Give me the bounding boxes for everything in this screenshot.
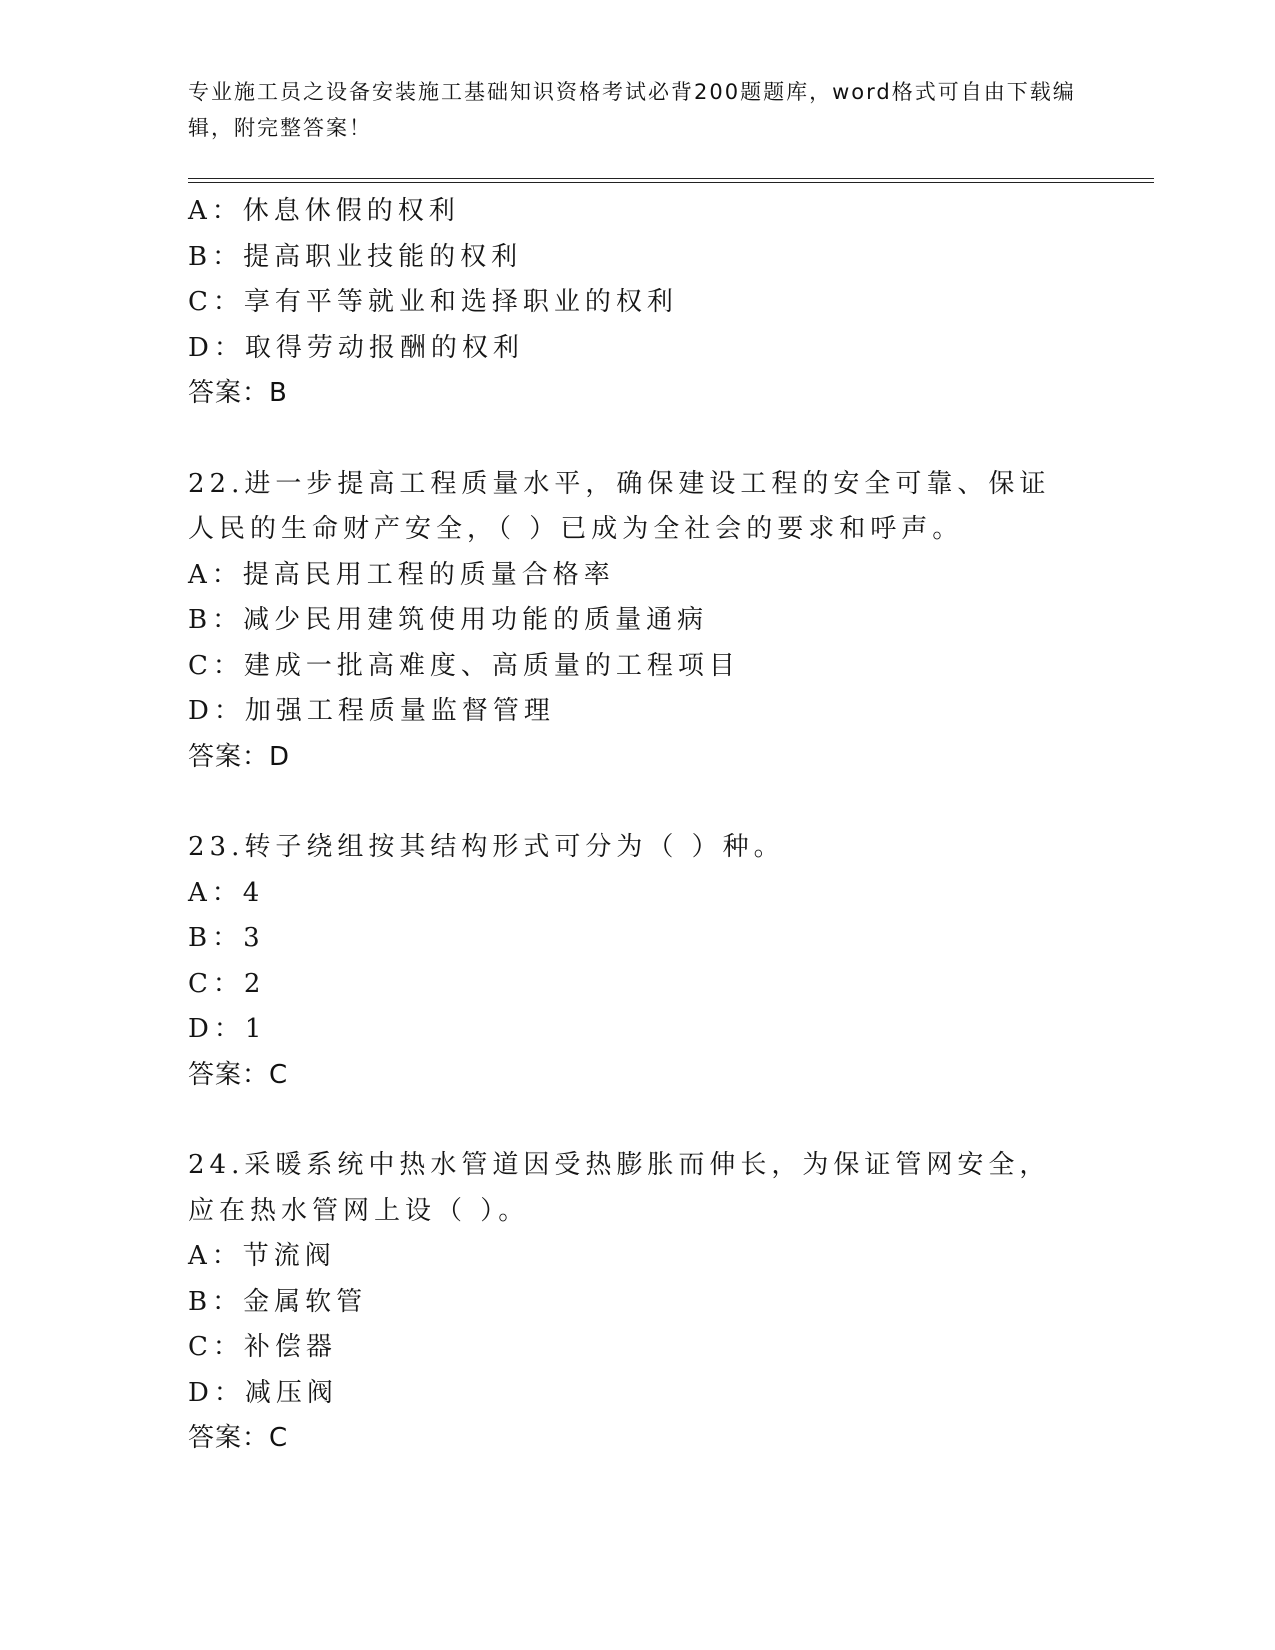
option-c: C：补偿器 <box>188 1332 337 1362</box>
option-c: C：建成一批高难度、高质量的工程项目 <box>188 650 740 681</box>
option-d: D：取得劳动报酬的权利 <box>188 332 524 363</box>
spacer <box>188 1098 1108 1143</box>
question-block-22 <box>188 462 1108 781</box>
option-c: C：享有平等就业和选择职业的权利 <box>188 287 678 317</box>
answer-line: 答案：D <box>188 741 291 772</box>
question-block-23 <box>188 825 1108 1098</box>
spacer <box>188 417 1108 462</box>
option-b: B：金属软管 <box>188 1286 368 1317</box>
spacer <box>188 780 1108 825</box>
header-rule-bottom <box>188 182 1154 183</box>
document-header: 专业施工员之设备安装施工基础知识资格考试必背200题题库，word格式可自由下载编辑，附完整答案！ <box>188 80 1076 140</box>
header-rule-top <box>188 178 1154 179</box>
option-d: D：加强工程质量监督管理 <box>188 696 555 726</box>
option-b: B：3 <box>188 923 265 953</box>
question-block-21 <box>188 189 1108 417</box>
option-c: C：2 <box>188 968 266 999</box>
question-stem: 22.进一步提高工程质量水平，确保建设工程的安全可靠、保证人民的生命财产安全，（ ）已成为全社会的要求和呼声。 <box>188 468 1051 544</box>
question-block-24 <box>188 1143 1108 1462</box>
question-list <box>188 189 1108 1462</box>
question-stem: 24.采暖系统中热水管道因受热膨胀而伸长，为保证管网安全，应在热水管网上设（ ）。 <box>188 1150 1051 1226</box>
option-d: D：1 <box>188 1014 267 1044</box>
option-a: A：休息休假的权利 <box>188 196 460 226</box>
option-b: B：提高职业技能的权利 <box>188 241 523 272</box>
question-stem: 23.转子绕组按其结构形式可分为（ ）种。 <box>188 832 785 862</box>
answer-line: 答案：C <box>188 1423 289 1453</box>
option-a: A：节流阀 <box>188 1241 336 1271</box>
option-a: A：提高民用工程的质量合格率 <box>188 559 615 590</box>
option-a: A：4 <box>188 877 265 908</box>
option-b: B：减少民用建筑使用功能的质量通病 <box>188 605 709 635</box>
answer-line: 答案：B <box>188 378 288 408</box>
option-d: D：减压阀 <box>188 1377 338 1408</box>
answer-line: 答案：C <box>188 1059 289 1090</box>
